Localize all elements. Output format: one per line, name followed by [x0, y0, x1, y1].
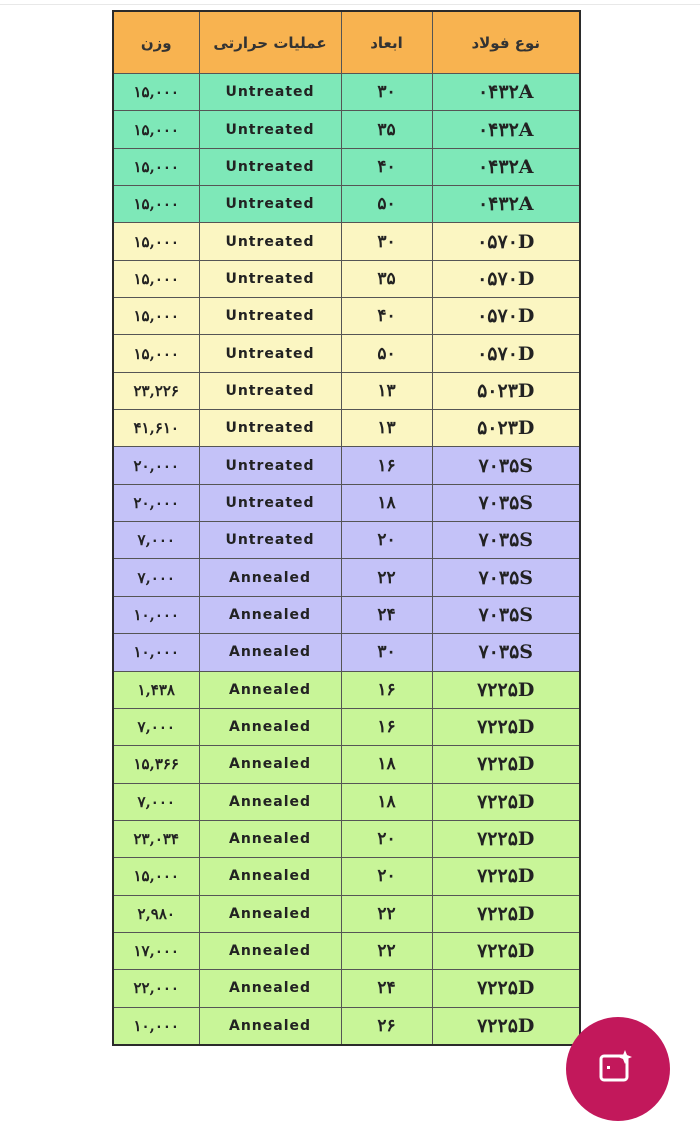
cell-heat-treatment: Untreated — [199, 522, 341, 559]
cell-heat-treatment: Untreated — [199, 223, 341, 260]
cell-weight: ۷,۰۰۰ — [113, 559, 199, 596]
table-row — [113, 372, 580, 409]
table-row — [113, 559, 580, 596]
cell-heat-treatment: Annealed — [199, 671, 341, 708]
cell-weight: ۱۵,۰۰۰ — [113, 335, 199, 372]
cell-weight: ۱۷,۰۰۰ — [113, 932, 199, 969]
cell-heat-treatment: Annealed — [199, 1007, 341, 1045]
cell-weight: ۴۱,۶۱۰ — [113, 410, 199, 447]
cell-steel-type: ۷۰۳۵S — [432, 596, 580, 633]
cell-heat-treatment: Annealed — [199, 858, 341, 895]
cell-dimension: ۱۶ — [341, 447, 432, 484]
cell-heat-treatment: Untreated — [199, 186, 341, 223]
cell-steel-type: ۷۲۲۵D — [432, 820, 580, 857]
cell-weight: ۱۵,۰۰۰ — [113, 74, 199, 111]
header-dimension: ابعاد — [341, 11, 432, 74]
table-row — [113, 335, 580, 372]
cell-weight: ۱۰,۰۰۰ — [113, 1007, 199, 1045]
cell-steel-type: ۰۵۷۰D — [432, 335, 580, 372]
cell-dimension: ۱۸ — [341, 746, 432, 783]
cell-heat-treatment: Annealed — [199, 895, 341, 932]
cell-dimension: ۱۸ — [341, 783, 432, 820]
cell-weight: ۲۳,۰۳۴ — [113, 820, 199, 857]
cell-weight: ۲۲,۰۰۰ — [113, 970, 199, 1007]
cell-weight: ۲,۹۸۰ — [113, 895, 199, 932]
table-row — [113, 1007, 580, 1045]
cell-weight: ۷,۰۰۰ — [113, 522, 199, 559]
table-row — [113, 298, 580, 335]
cell-steel-type: ۰۵۷۰D — [432, 260, 580, 297]
table-body — [113, 74, 580, 1045]
cell-dimension: ۲۰ — [341, 522, 432, 559]
cell-weight: ۱۵,۰۰۰ — [113, 186, 199, 223]
cell-heat-treatment: Untreated — [199, 148, 341, 185]
table-row — [113, 858, 580, 895]
sparkle-edit-icon — [598, 1047, 638, 1087]
table-row — [113, 596, 580, 633]
cell-heat-treatment: Annealed — [199, 820, 341, 857]
cell-dimension: ۱۶ — [341, 671, 432, 708]
cell-heat-treatment: Untreated — [199, 260, 341, 297]
cell-weight: ۲۰,۰۰۰ — [113, 484, 199, 521]
cell-weight: ۱۵,۰۰۰ — [113, 858, 199, 895]
cell-steel-type: ۷۰۳۵S — [432, 559, 580, 596]
cell-steel-type: ۷۲۲۵D — [432, 783, 580, 820]
cell-steel-type: ۷۲۲۵D — [432, 970, 580, 1007]
cell-steel-type: ۷۰۳۵S — [432, 484, 580, 521]
cell-dimension: ۱۶ — [341, 708, 432, 745]
cell-heat-treatment: Untreated — [199, 335, 341, 372]
cell-dimension: ۳۰ — [341, 74, 432, 111]
header-steel-type: نوع فولاد — [432, 11, 580, 74]
cell-dimension: ۳۰ — [341, 634, 432, 671]
cell-steel-type: ۷۲۲۵D — [432, 1007, 580, 1045]
cell-heat-treatment: Untreated — [199, 372, 341, 409]
table-row — [113, 708, 580, 745]
cell-dimension: ۴۰ — [341, 148, 432, 185]
table-row — [113, 634, 580, 671]
cell-dimension: ۲۲ — [341, 895, 432, 932]
table-row — [113, 223, 580, 260]
cell-dimension: ۱۳ — [341, 410, 432, 447]
table-row — [113, 410, 580, 447]
cell-steel-type: ۰۴۳۲A — [432, 186, 580, 223]
cell-steel-type: ۷۲۲۵D — [432, 932, 580, 969]
header-heat-treatment: عملیات حرارتی — [199, 11, 341, 74]
cell-heat-treatment: Untreated — [199, 484, 341, 521]
cell-weight: ۲۰,۰۰۰ — [113, 447, 199, 484]
cell-weight: ۱۵,۰۰۰ — [113, 298, 199, 335]
cell-heat-treatment: Annealed — [199, 708, 341, 745]
table-row — [113, 970, 580, 1007]
top-divider — [0, 4, 700, 5]
table-row — [113, 186, 580, 223]
cell-steel-type: ۵۰۲۳D — [432, 372, 580, 409]
cell-dimension: ۲۲ — [341, 932, 432, 969]
table-row — [113, 671, 580, 708]
edit-image-button[interactable] — [566, 1017, 670, 1121]
cell-weight: ۲۳,۲۲۶ — [113, 372, 199, 409]
table-row — [113, 746, 580, 783]
cell-steel-type: ۰۴۳۲A — [432, 111, 580, 148]
cell-heat-treatment: Annealed — [199, 559, 341, 596]
cell-dimension: ۱۳ — [341, 372, 432, 409]
table-row — [113, 148, 580, 185]
cell-steel-type: ۷۲۲۵D — [432, 895, 580, 932]
cell-dimension: ۳۵ — [341, 111, 432, 148]
cell-dimension: ۵۰ — [341, 335, 432, 372]
cell-heat-treatment: Annealed — [199, 970, 341, 1007]
cell-weight: ۱۵,۰۰۰ — [113, 111, 199, 148]
cell-dimension: ۲۰ — [341, 858, 432, 895]
table-row — [113, 74, 580, 111]
cell-steel-type: ۷۲۲۵D — [432, 708, 580, 745]
table-row — [113, 111, 580, 148]
cell-weight: ۱۵,۰۰۰ — [113, 148, 199, 185]
table-row — [113, 895, 580, 932]
cell-steel-type: ۷۲۲۵D — [432, 858, 580, 895]
cell-heat-treatment: Untreated — [199, 298, 341, 335]
cell-weight: ۱۰,۰۰۰ — [113, 596, 199, 633]
cell-dimension: ۲۶ — [341, 1007, 432, 1045]
table-row — [113, 783, 580, 820]
cell-weight: ۱۵,۳۶۶ — [113, 746, 199, 783]
table-row — [113, 820, 580, 857]
cell-weight: ۱۵,۰۰۰ — [113, 223, 199, 260]
cell-dimension: ۳۵ — [341, 260, 432, 297]
cell-heat-treatment: Annealed — [199, 746, 341, 783]
cell-weight: ۷,۰۰۰ — [113, 783, 199, 820]
cell-steel-type: ۷۰۳۵S — [432, 634, 580, 671]
cell-weight: ۱۵,۰۰۰ — [113, 260, 199, 297]
cell-weight: ۱۰,۰۰۰ — [113, 634, 199, 671]
table-header-row — [113, 11, 580, 74]
cell-heat-treatment: Untreated — [199, 111, 341, 148]
cell-dimension: ۲۲ — [341, 559, 432, 596]
cell-steel-type: ۷۰۳۵S — [432, 447, 580, 484]
table-row — [113, 484, 580, 521]
table-row — [113, 260, 580, 297]
cell-steel-type: ۰۴۳۲A — [432, 148, 580, 185]
header-weight: وزن — [113, 11, 199, 74]
cell-heat-treatment: Untreated — [199, 447, 341, 484]
cell-dimension: ۱۸ — [341, 484, 432, 521]
cell-steel-type: ۵۰۲۳D — [432, 410, 580, 447]
table-row — [113, 932, 580, 969]
cell-dimension: ۵۰ — [341, 186, 432, 223]
cell-dimension: ۲۰ — [341, 820, 432, 857]
cell-weight: ۱,۴۳۸ — [113, 671, 199, 708]
table-row — [113, 447, 580, 484]
cell-steel-type: ۷۲۲۵D — [432, 671, 580, 708]
cell-heat-treatment: Annealed — [199, 932, 341, 969]
steel-inventory-table — [112, 10, 581, 1046]
cell-steel-type: ۰۴۳۲A — [432, 74, 580, 111]
cell-dimension: ۴۰ — [341, 298, 432, 335]
cell-heat-treatment: Annealed — [199, 596, 341, 633]
cell-steel-type: ۷۲۲۵D — [432, 746, 580, 783]
cell-steel-type: ۰۵۷۰D — [432, 223, 580, 260]
cell-steel-type: ۷۰۳۵S — [432, 522, 580, 559]
cell-heat-treatment: Annealed — [199, 783, 341, 820]
cell-weight: ۷,۰۰۰ — [113, 708, 199, 745]
cell-steel-type: ۰۵۷۰D — [432, 298, 580, 335]
cell-heat-treatment: Untreated — [199, 74, 341, 111]
cell-dimension: ۳۰ — [341, 223, 432, 260]
cell-heat-treatment: Annealed — [199, 634, 341, 671]
cell-heat-treatment: Untreated — [199, 410, 341, 447]
cell-dimension: ۲۴ — [341, 970, 432, 1007]
cell-dimension: ۲۴ — [341, 596, 432, 633]
table-row — [113, 522, 580, 559]
